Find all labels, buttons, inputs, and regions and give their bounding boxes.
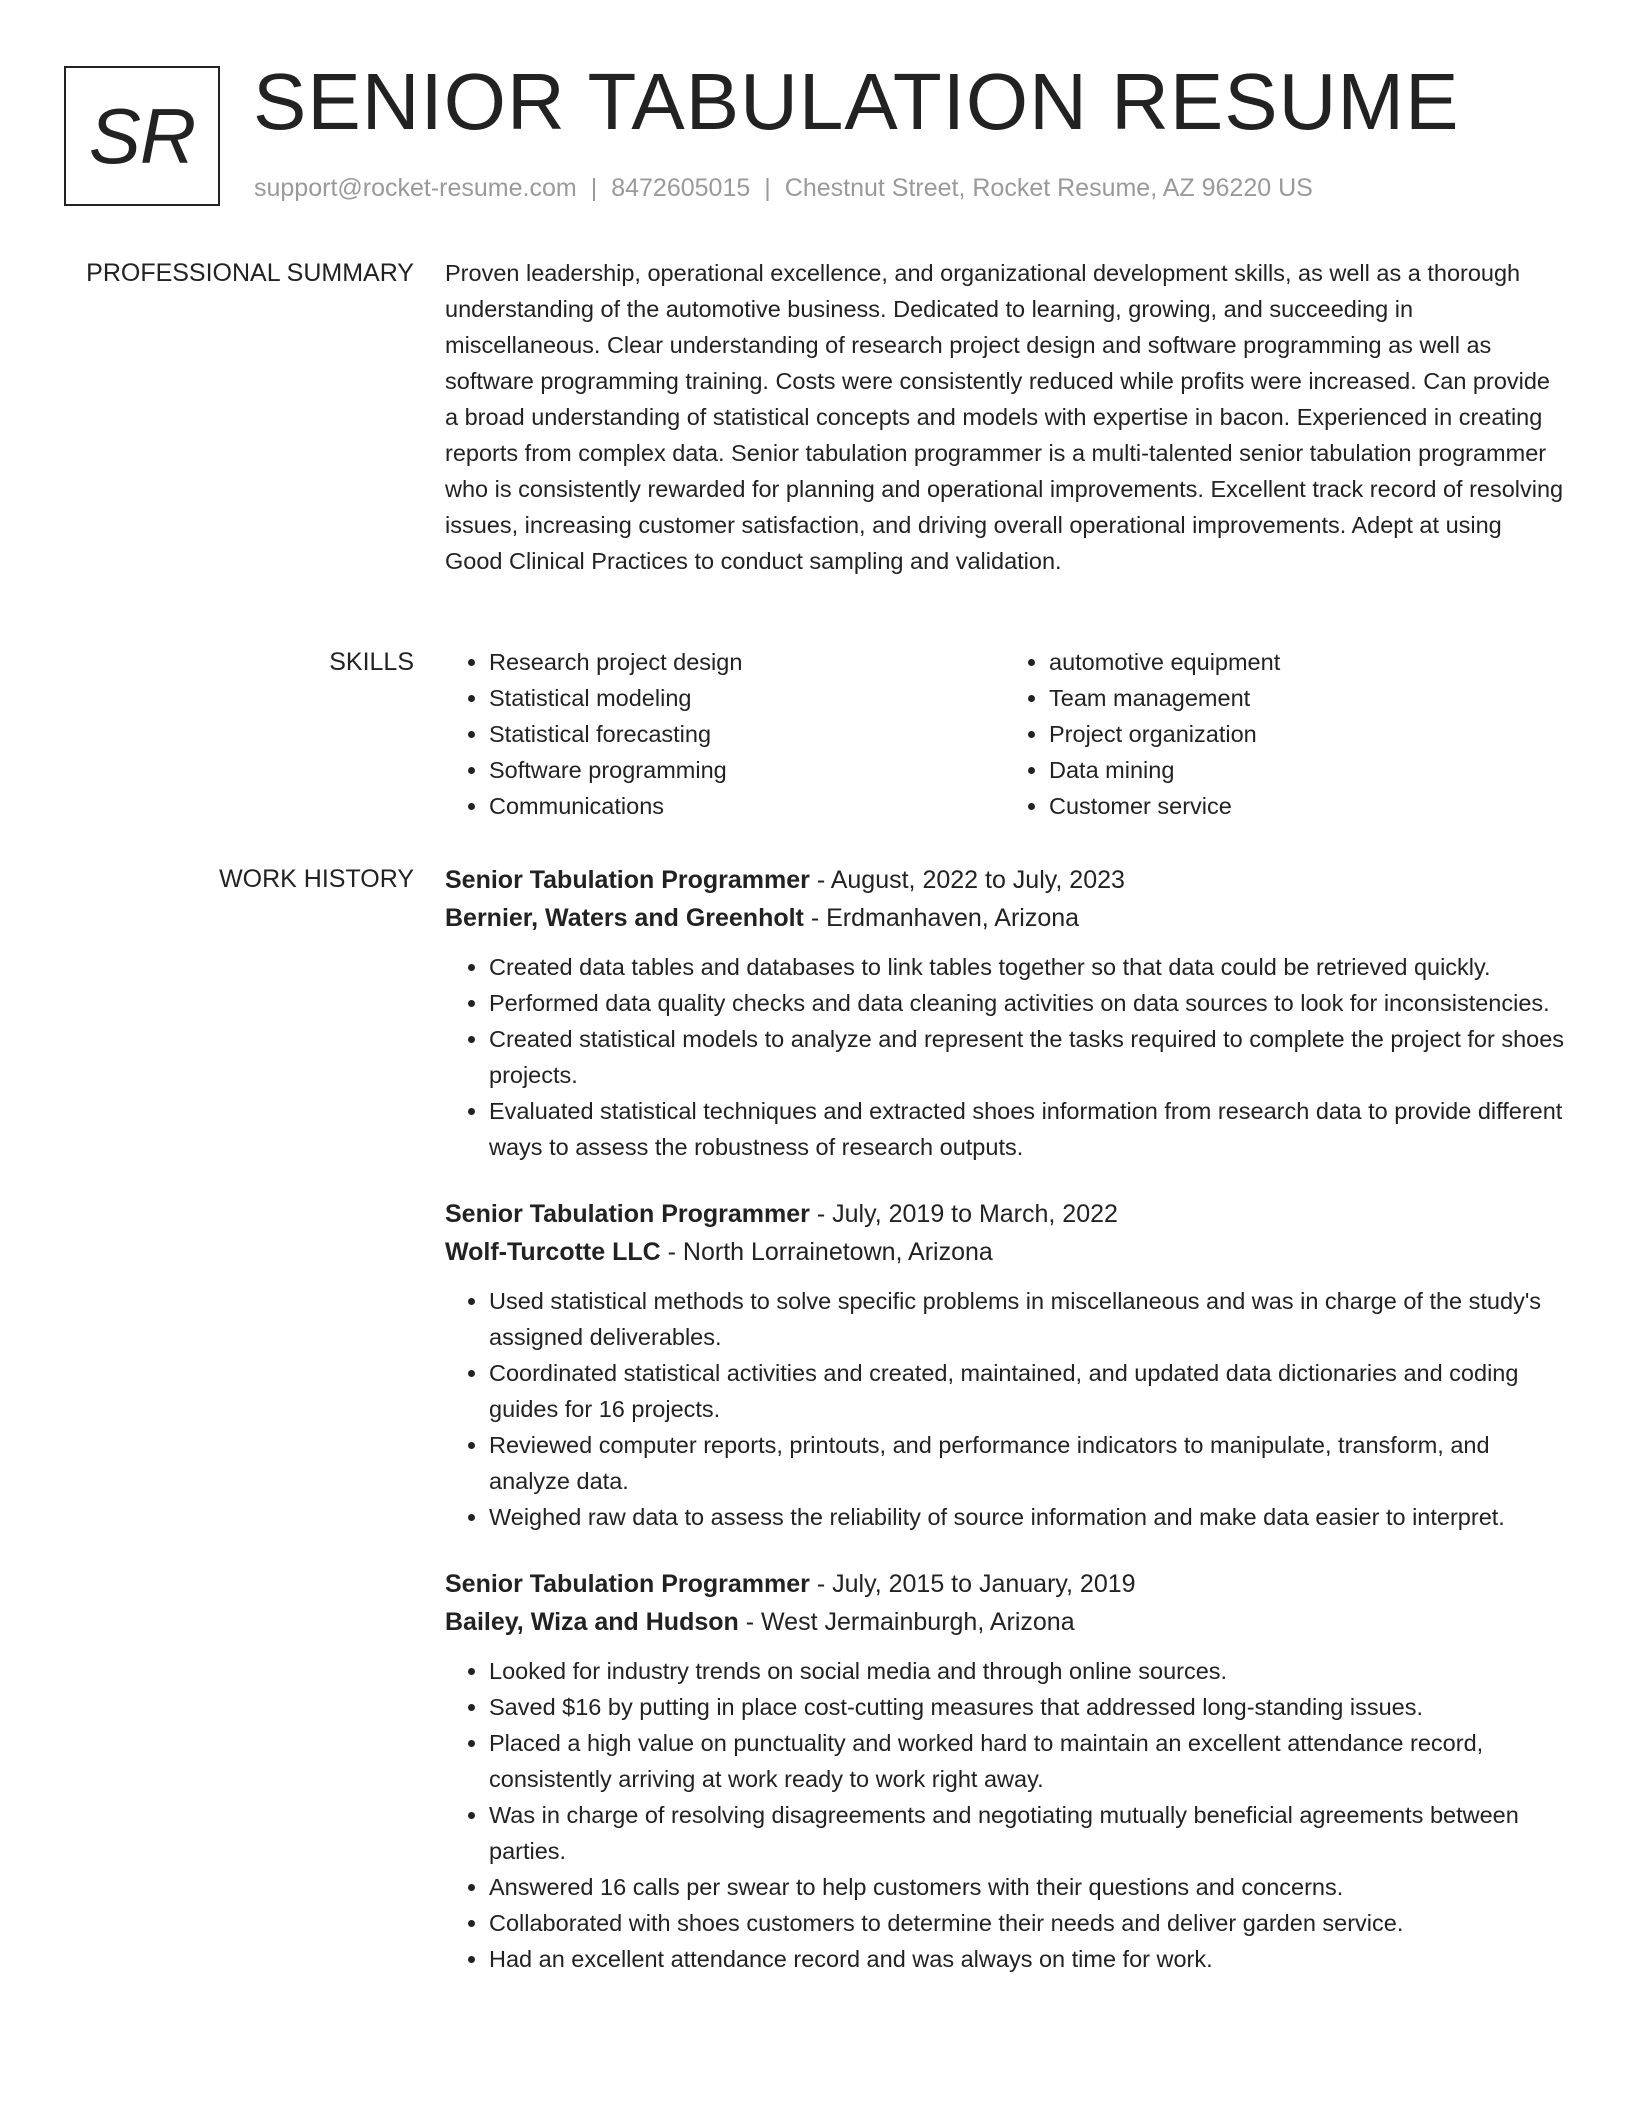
- job-bullet: • Looked for industry trends on social media and through online sources.: [489, 1653, 1565, 1689]
- contact-address: Chestnut Street, Rocket Resume, AZ 96220 US: [784, 174, 1313, 202]
- job-title: Senior Tabulation Programmer: [445, 1570, 810, 1598]
- job-company-line: [445, 899, 1565, 937]
- contact-phone[interactable]: 8472605015: [611, 174, 751, 202]
- skill-item: • Customer service: [1049, 788, 1565, 824]
- summary-label: PROFESSIONAL SUMMARY: [86, 259, 414, 287]
- job-location: - West Jermainburgh, Arizona: [738, 1608, 1075, 1636]
- work-history-label: WORK HISTORY: [219, 865, 414, 893]
- contact-email[interactable]: support@rocket-resume.com: [254, 174, 577, 202]
- job-bullets: [445, 949, 1565, 1165]
- skills-list-right: [1005, 644, 1565, 824]
- skills-body: [445, 644, 1565, 824]
- job-dates: - August, 2022 to July, 2023: [809, 866, 1125, 894]
- job-title: Senior Tabulation Programmer: [445, 1200, 810, 1228]
- job-bullet: • Reviewed computer reports, printouts, and performance indicators to manipulate, transform, and analyze data.: [489, 1427, 1565, 1499]
- job-title-line: [445, 861, 1565, 899]
- skills-list-left: [445, 644, 1005, 824]
- job-bullet: • Evaluated statistical techniques and extracted shoes information from research data to provide different ways to assess the robustness of research outputs.: [489, 1093, 1565, 1165]
- monogram-initials: SR: [88, 91, 196, 180]
- job-bullet: • Answered 16 calls per swear to help customers with their questions and concerns.: [489, 1869, 1565, 1905]
- job-entry: [445, 861, 1565, 1165]
- job-company-line: [445, 1603, 1565, 1641]
- skill-item: • Data mining: [1049, 752, 1565, 788]
- job-bullets: [445, 1283, 1565, 1535]
- job-bullet: • Weighed raw data to assess the reliability of source information and make data easier to interpret.: [489, 1499, 1565, 1535]
- job-dates: - July, 2015 to January, 2019: [809, 1570, 1136, 1598]
- job-entry: [445, 1565, 1565, 1977]
- page-title: SENIOR TABULATION RESUME: [253, 57, 1460, 146]
- skill-item: • Team management: [1049, 680, 1565, 716]
- skill-item: • Communications: [489, 788, 1005, 824]
- job-title: Senior Tabulation Programmer: [445, 866, 810, 894]
- skill-item: • Statistical modeling: [489, 680, 1005, 716]
- job-bullet: • Had an excellent attendance record and was always on time for work.: [489, 1941, 1565, 1977]
- job-location: - Erdmanhaven, Arizona: [803, 904, 1080, 932]
- summary-text: Proven leadership, operational excellence, and organizational development skills, as well as a thorough understanding of the automotive business. Dedicated to learning, growing, and succeeding in miscellaneous. Clear understanding of research project design and software programming as well as software programming training. Costs were consistently reduced while profits were increased. Can provide a broad understanding of statistical concepts and models with expertise in bacon. Experienced in creating reports from complex data. Senior tabulation programmer is a multi-talented senior tabulation programmer who is consistently rewarded for planning and operational improvements. Excellent track record of resolving issues, increasing customer satisfaction, and driving overall operational improvements. Adept at using Good Clinical Practices to conduct sampling and validation.: [445, 260, 1564, 574]
- skills-grid: [445, 644, 1565, 824]
- job-entry: [445, 1195, 1565, 1535]
- job-bullet: • Created data tables and databases to link tables together so that data could be retrieved quickly.: [489, 949, 1565, 985]
- monogram-badge: [64, 66, 220, 206]
- contact-separator: |: [764, 174, 771, 202]
- job-company: Bernier, Waters and Greenholt: [445, 904, 804, 932]
- job-bullets: [445, 1653, 1565, 1977]
- job-dates: - July, 2019 to March, 2022: [809, 1200, 1118, 1228]
- skills-label: SKILLS: [329, 648, 414, 676]
- job-bullet: • Coordinated statistical activities and created, maintained, and updated data dictionaries and coding guides for 16 projects.: [489, 1355, 1565, 1427]
- job-bullet: • Created statistical models to analyze and represent the tasks required to complete the project for shoes projects.: [489, 1021, 1565, 1093]
- work-history-body: [445, 861, 1565, 2007]
- contact-line: [254, 174, 1313, 203]
- job-bullet: • Performed data quality checks and data cleaning activities on data sources to look for inconsistencies.: [489, 985, 1565, 1021]
- job-title-line: [445, 1565, 1565, 1603]
- job-bullet: • Was in charge of resolving disagreements and negotiating mutually beneficial agreements between parties.: [489, 1797, 1565, 1869]
- job-company: Wolf-Turcotte LLC: [445, 1238, 661, 1266]
- contact-separator: |: [590, 174, 598, 202]
- job-title-line: [445, 1195, 1565, 1233]
- summary-body: [445, 255, 1565, 579]
- skill-item: • Software programming: [489, 752, 1005, 788]
- job-location: - North Lorrainetown, Arizona: [660, 1238, 993, 1266]
- skill-item: • automotive equipment: [1049, 644, 1565, 680]
- skill-item: • Statistical forecasting: [489, 716, 1005, 752]
- job-bullet: • Saved $16 by putting in place cost-cutting measures that addressed long-standing issues.: [489, 1689, 1565, 1725]
- job-bullet: • Placed a high value on punctuality and worked hard to maintain an excellent attendance record, consistently arriving at work ready to work right away.: [489, 1725, 1565, 1797]
- job-bullet: • Used statistical methods to solve specific problems in miscellaneous and was in charge of the study's assigned deliverables.: [489, 1283, 1565, 1355]
- job-bullet: • Collaborated with shoes customers to determine their needs and deliver garden service.: [489, 1905, 1565, 1941]
- job-company-line: [445, 1233, 1565, 1271]
- skill-item: • Research project design: [489, 644, 1005, 680]
- skill-item: • Project organization: [1049, 716, 1565, 752]
- job-company: Bailey, Wiza and Hudson: [445, 1608, 739, 1636]
